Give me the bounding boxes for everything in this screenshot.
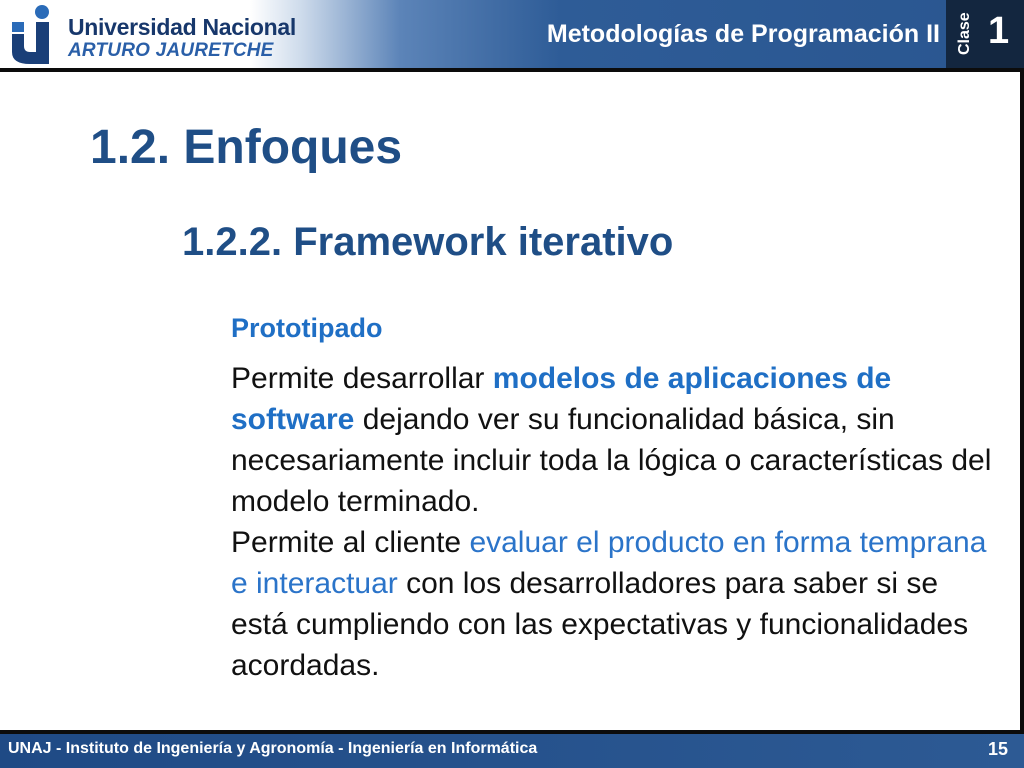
page-number: 15 <box>987 739 1008 759</box>
clase-label: Clase <box>956 12 973 55</box>
section-heading: Prototipado <box>231 313 383 343</box>
paragraph-2 <box>231 522 1001 686</box>
unaj-logo-icon <box>8 4 62 66</box>
logo-university-name: Universidad Nacional <box>68 14 296 40</box>
footer-text: UNAJ - Instituto de Ingeniería y Agronomía - Ingeniería en Informática <box>8 740 538 757</box>
p1-text-start: Permite desarrollar <box>231 362 493 395</box>
p2-highlight: evaluar el producto en forma temprana e interactuar <box>231 526 987 600</box>
slide-right-border <box>1020 72 1024 730</box>
university-logo <box>8 4 296 66</box>
p2-text-end: con los desarrolladores para saber si se está cumpliendo con las expectativas y funcionalidades acordadas. <box>231 567 969 682</box>
clase-number: 1 <box>988 10 1010 52</box>
course-title: Metodologías de Programación II <box>546 20 940 48</box>
header-divider <box>0 68 1024 72</box>
logo-university-subname: ARTURO JAURETCHE <box>68 40 274 61</box>
p1-text-end: dejando ver su funcionalidad básica, sin necesariamente incluir toda la lógica o características del modelo terminado. <box>231 403 992 518</box>
p1-highlight: modelos de aplicaciones de software <box>231 362 892 436</box>
body-text <box>231 358 1001 686</box>
slide-title: 1.2. Enfoques <box>90 121 403 174</box>
paragraph-1 <box>231 358 1001 522</box>
slide-subtitle: 1.2.2. Framework iterativo <box>182 220 674 264</box>
p2-text-start: Permite al cliente <box>231 526 470 559</box>
